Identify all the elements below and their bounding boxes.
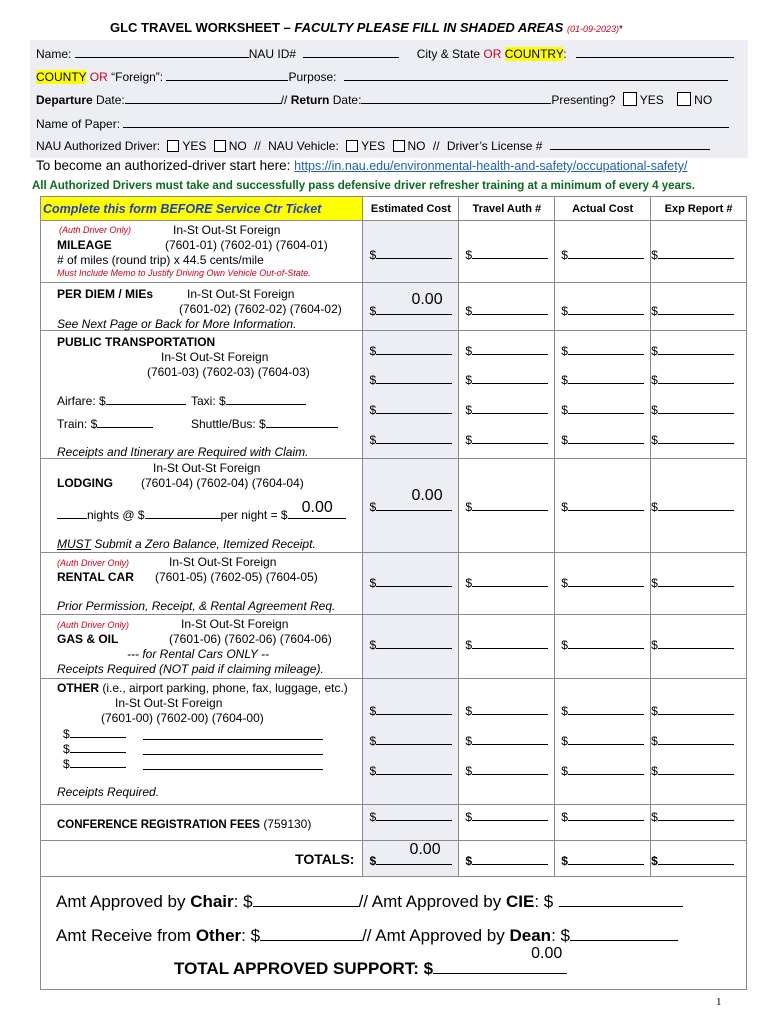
- chair-approval-row: Amt Approved by Chair: $ // Amt Approved by CIE: $: [56, 892, 683, 912]
- gas-oil-estimated[interactable]: $: [363, 615, 459, 679]
- totals-travel-auth[interactable]: $: [459, 841, 555, 877]
- other-amount-2[interactable]: [70, 741, 126, 753]
- public-transport-estimated[interactable]: $ $ $ $: [363, 331, 459, 459]
- complete-before-header: Complete this form BEFORE Service Ctr Ticket: [41, 197, 363, 221]
- authorized-driver-notice: To become an authorized-driver start here: https://in.nau.edu/environmental-health-and-safety/occupational-safety/: [36, 158, 688, 173]
- mileage-estimated[interactable]: $: [363, 221, 459, 283]
- public-transport-description: PUBLIC TRANSPORTATION In-St Out-St Foreign (7601-03) (7602-03) (7604-03) Airfare: $ Taxi: $ Train: $ Shuttle/Bus: $ Receipts and Itinerary are Required with Claim.: [41, 331, 363, 459]
- driver-no-checkbox[interactable]: [214, 140, 226, 152]
- vehicle-yes-checkbox[interactable]: [346, 140, 358, 152]
- other-description: OTHER (i.e., airport parking, phone, fax, luggage, etc.) In-St Out-St Foreign (7601-00) (7602-00) (7604-00) $ $ $ Receipts Required.: [41, 679, 363, 805]
- page-title: GLC TRAVEL WORKSHEET – FACULTY PLEASE FILL IN SHADED AREAS (01-09-2023)*: [110, 20, 623, 35]
- totals-exp-report[interactable]: $: [651, 841, 747, 877]
- driver-row: NAU Authorized Driver: YES NO // NAU Vehicle: YES NO // Driver’s License #: [36, 138, 710, 153]
- totals-label-cell: TOTALS:: [41, 841, 363, 877]
- rental-car-description: (Auth Driver Only) In-St Out-St Foreign RENTAL CAR (7601-05) (7602-05) (7604-05) Prior Permission, Receipt, & Rental Agreement Req.: [41, 553, 363, 615]
- conference-actual[interactable]: $: [555, 805, 651, 841]
- other-exp-report[interactable]: $ $ $: [651, 679, 747, 805]
- actual-cost-header: Actual Cost: [555, 197, 651, 221]
- other-desc-3[interactable]: [143, 758, 323, 770]
- totals-estimated[interactable]: $ 0.00: [363, 841, 459, 877]
- total-approved-field[interactable]: 0.00: [433, 959, 567, 974]
- conference-estimated[interactable]: $: [363, 805, 459, 841]
- other-amount-field[interactable]: [260, 926, 362, 941]
- gas-oil-exp-report[interactable]: $: [651, 615, 747, 679]
- rental-car-travel-auth[interactable]: $: [459, 553, 555, 615]
- city-state-field[interactable]: [576, 46, 734, 58]
- vehicle-no-checkbox[interactable]: [393, 140, 405, 152]
- airfare-field[interactable]: [106, 393, 186, 405]
- chair-amount-field[interactable]: [253, 892, 359, 907]
- rental-car-exp-report[interactable]: $: [651, 553, 747, 615]
- other-desc-1[interactable]: [143, 728, 323, 740]
- mileage-description: (Auth Driver Only) In-St Out-St Foreign MILEAGE (7601-01) (7602-01) (7604-01) # of miles (round trip) x 44.5 cents/mile Must Include Memo to Justify Driving Own Vehicle Out-of-State.: [41, 221, 363, 283]
- dates-row: Departure Date: // Return Date: Presenting? YES NO: [36, 93, 713, 107]
- conference-exp-report[interactable]: $: [651, 805, 747, 841]
- paper-row: Name of Paper:: [36, 116, 729, 131]
- perdiem-estimated[interactable]: $ 0.00: [363, 283, 459, 331]
- presenting-no-checkbox[interactable]: [677, 92, 691, 106]
- perdiem-exp-report[interactable]: $: [651, 283, 747, 331]
- conference-description: CONFERENCE REGISTRATION FEES (759130): [41, 805, 363, 841]
- presenting-yes-checkbox[interactable]: [623, 92, 637, 106]
- name-row: Name: NAU ID# City & State OR COUNTRY:: [36, 46, 734, 61]
- return-date-field[interactable]: [361, 92, 551, 104]
- mileage-actual[interactable]: $: [555, 221, 651, 283]
- taxi-field[interactable]: [226, 393, 306, 405]
- rate-field[interactable]: [145, 507, 221, 519]
- other-estimated[interactable]: $ $ $: [363, 679, 459, 805]
- perdiem-actual[interactable]: $: [555, 283, 651, 331]
- county-row: COUNTY OR “Foreign”: Purpose:: [36, 69, 728, 84]
- county-field[interactable]: [166, 69, 288, 81]
- lodging-actual[interactable]: $: [555, 459, 651, 553]
- rental-car-actual[interactable]: $: [555, 553, 651, 615]
- other-amount-1[interactable]: [70, 726, 126, 738]
- perdiem-description: PER DIEM / MIEs In-St Out-St Foreign (7601-02) (7602-02) (7604-02) See Next Page or Back for More Information.: [41, 283, 363, 331]
- lodging-estimated[interactable]: $ 0.00: [363, 459, 459, 553]
- other-desc-2[interactable]: [143, 743, 323, 755]
- total-approved-row: TOTAL APPROVED SUPPORT: $ 0.00: [174, 959, 567, 979]
- mileage-exp-report[interactable]: $: [651, 221, 747, 283]
- gas-oil-travel-auth[interactable]: $: [459, 615, 555, 679]
- license-field[interactable]: [550, 138, 710, 150]
- gas-oil-actual[interactable]: $: [555, 615, 651, 679]
- other-actual[interactable]: $ $ $: [555, 679, 651, 805]
- gas-oil-description: (Auth Driver Only) In-St Out-St Foreign GAS & OIL (7601-06) (7602-06) (7604-06) --- for Rental Cars ONLY -- Receipts Required (NOT paid if claiming mileage).: [41, 615, 363, 679]
- other-approval-row: Amt Receive from Other: $ // Amt Approved by Dean: $: [56, 926, 678, 946]
- driver-yes-checkbox[interactable]: [167, 140, 179, 152]
- name-field[interactable]: [75, 46, 249, 58]
- expense-table: [40, 196, 747, 877]
- conference-travel-auth[interactable]: $: [459, 805, 555, 841]
- mileage-travel-auth[interactable]: $: [459, 221, 555, 283]
- totals-actual[interactable]: $: [555, 841, 651, 877]
- lodging-description: In-St Out-St Foreign LODGING (7601-04) (7602-04) (7604-04) nights @ $ per night = $ 0.00 MUST Submit a Zero Balance, Itemized Receipt.: [41, 459, 363, 553]
- purpose-field[interactable]: [344, 69, 728, 81]
- lodging-total-field[interactable]: 0.00: [288, 507, 346, 519]
- nights-field[interactable]: [57, 507, 87, 519]
- other-amount-3[interactable]: [70, 756, 126, 768]
- dean-amount-field[interactable]: [570, 926, 678, 941]
- departure-date-field[interactable]: [125, 92, 281, 104]
- paper-name-field[interactable]: [123, 116, 729, 128]
- public-transport-actual[interactable]: $ $ $ $: [555, 331, 651, 459]
- perdiem-travel-auth[interactable]: $: [459, 283, 555, 331]
- public-transport-exp-report[interactable]: $ $ $ $: [651, 331, 747, 459]
- page-number: 1: [716, 996, 722, 1008]
- exp-report-header: Exp Report #: [651, 197, 747, 221]
- train-field[interactable]: [97, 416, 153, 428]
- occupational-safety-link[interactable]: https://in.nau.edu/environmental-health-and-safety/occupational-safety/: [294, 159, 688, 173]
- lodging-exp-report[interactable]: $: [651, 459, 747, 553]
- nau-id-field[interactable]: [303, 46, 399, 58]
- other-travel-auth[interactable]: $ $ $: [459, 679, 555, 805]
- public-transport-travel-auth[interactable]: $ $ $ $: [459, 331, 555, 459]
- cie-amount-field[interactable]: [559, 892, 683, 907]
- estimated-cost-header: Estimated Cost: [363, 197, 459, 221]
- training-notice: All Authorized Drivers must take and successfully pass defensive driver refresher training at a minimum of every 4 years.: [32, 180, 695, 192]
- travel-auth-header: Travel Auth #: [459, 197, 555, 221]
- rental-car-estimated[interactable]: $: [363, 553, 459, 615]
- shuttle-field[interactable]: [266, 416, 338, 428]
- lodging-travel-auth[interactable]: $: [459, 459, 555, 553]
